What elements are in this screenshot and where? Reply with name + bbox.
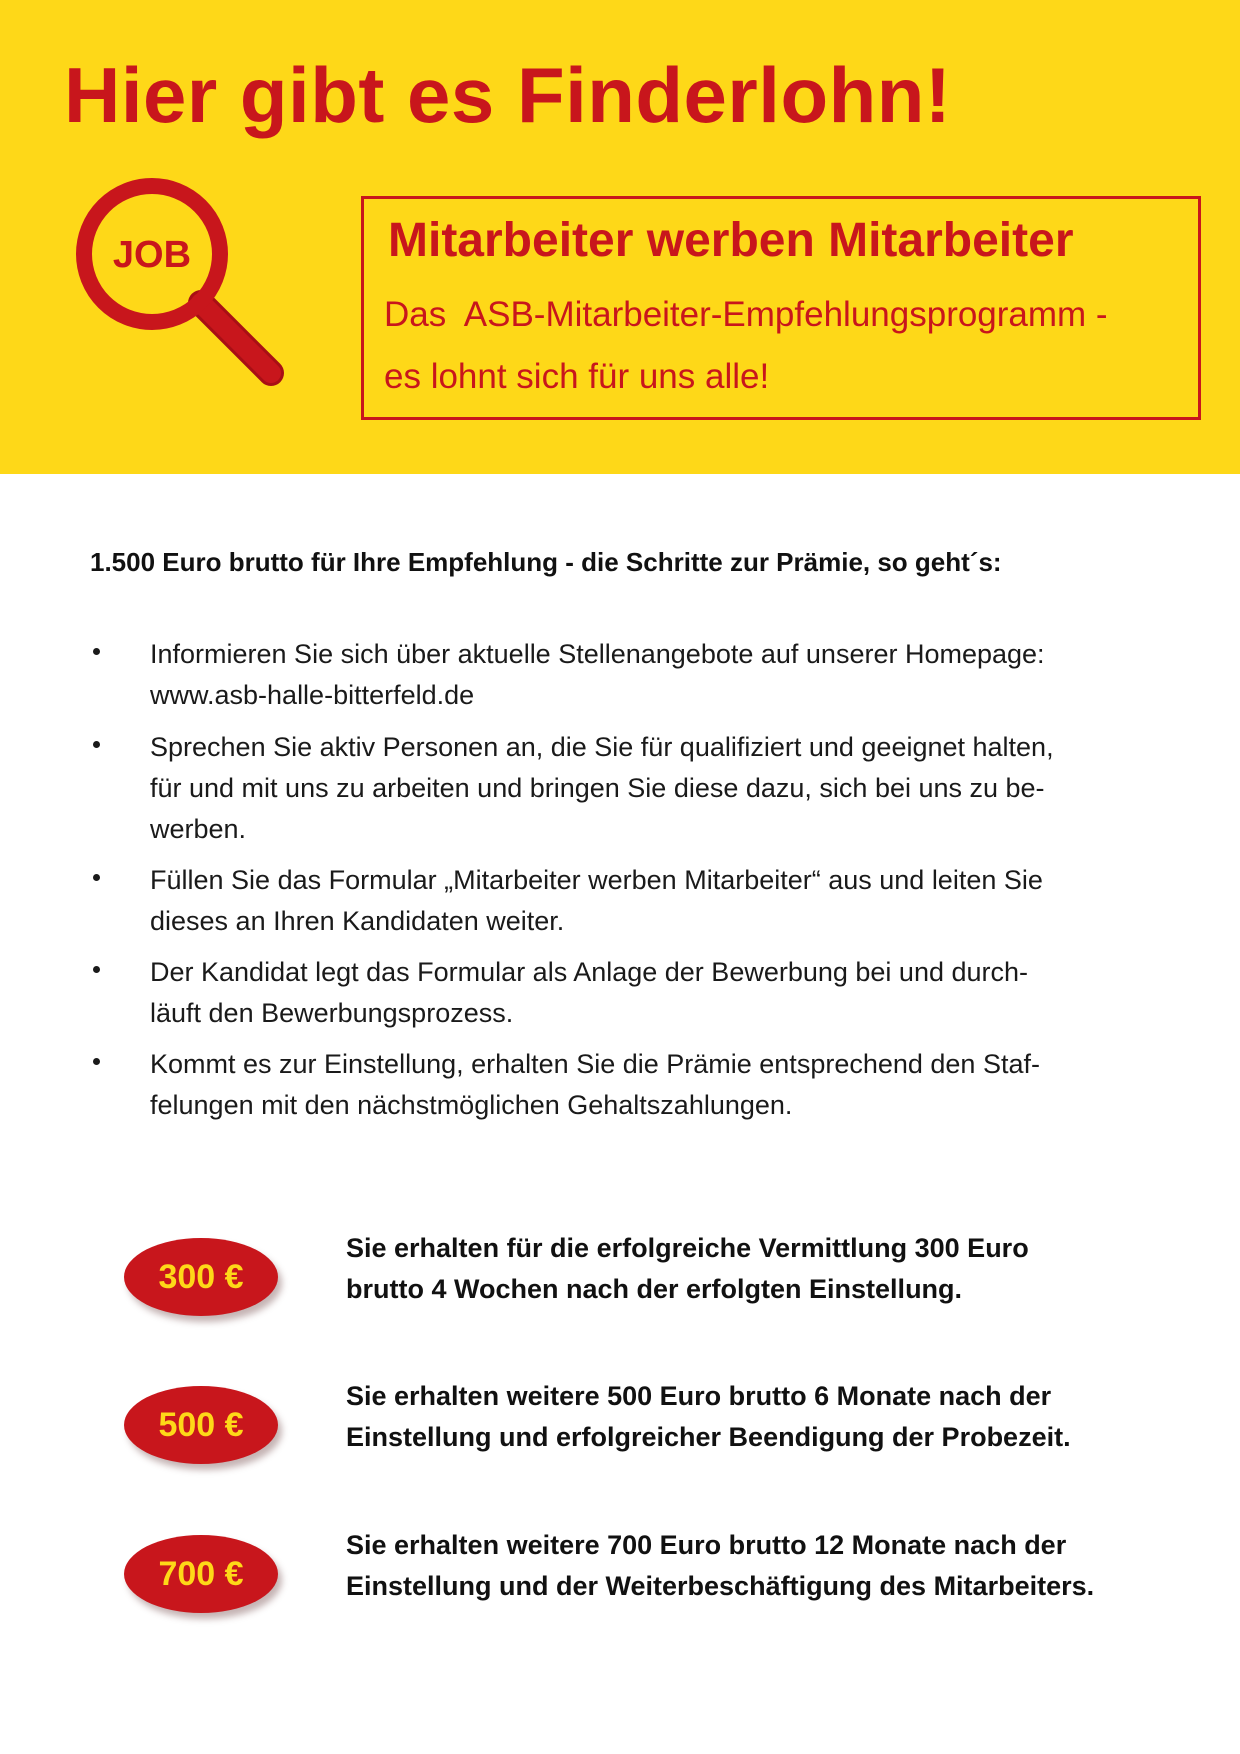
reward-text-line: Einstellung und der Weiterbeschäftigung des Mitarbeiters. <box>346 1571 1095 1601</box>
step-text-line: felungen mit den nächstmöglichen Gehaltszahlungen. <box>150 1090 793 1120</box>
bullet-icon <box>93 648 100 655</box>
list-item <box>90 1044 1150 1126</box>
step-text-line: Füllen Sie das Formular „Mitarbeiter werben Mitarbeiter“ aus und leiten Sie <box>150 865 1043 895</box>
reward-amount-badge: 700 € <box>124 1535 278 1613</box>
reward-text-line: Sie erhalten weitere 500 Euro brutto 6 Monate nach der <box>346 1381 1052 1411</box>
magnifier-icon <box>68 176 298 396</box>
magnifier-label: JOB <box>112 234 192 276</box>
step-link[interactable]: www.asb-halle-bitterfeld.de <box>150 680 475 710</box>
reward-amount-badge: 300 € <box>124 1238 278 1316</box>
reward-text-line: Einstellung und erfolgreicher Beendigung der Probezeit. <box>346 1422 1071 1452</box>
program-subtitle-line: Das ASB-Mitarbeiter-Empfehlungsprogramm - <box>384 295 1108 334</box>
bullet-icon <box>93 1058 100 1065</box>
reward-text-line: Sie erhalten für die erfolgreiche Vermittlung 300 Euro <box>346 1233 1029 1263</box>
list-item <box>90 952 1150 1034</box>
step-text-line: Sprechen Sie aktiv Personen an, die Sie für qualifiziert und geeignet halten, <box>150 732 1054 762</box>
reward-row <box>0 1525 1240 1625</box>
header-banner <box>0 0 1240 474</box>
reward-text-line: Sie erhalten weitere 700 Euro brutto 12 Monate nach der <box>346 1530 1067 1560</box>
step-text-line: läuft den Bewerbungsprozess. <box>150 998 514 1028</box>
reward-description <box>346 1228 1226 1310</box>
reward-description <box>346 1376 1226 1458</box>
program-subtitle-line: es lohnt sich für uns alle! <box>384 357 770 396</box>
reward-row <box>0 1228 1240 1328</box>
headline: Hier gibt es Finderlohn! <box>64 51 952 139</box>
list-item <box>90 727 1150 850</box>
reward-row <box>0 1376 1240 1476</box>
bullet-icon <box>93 741 100 748</box>
reward-amount-badge: 500 € <box>124 1386 278 1464</box>
step-text-line: Informieren Sie sich über aktuelle Stellenangebote auf unserer Homepage: <box>150 639 1045 669</box>
steps-list <box>90 634 1150 1126</box>
program-box <box>361 196 1201 420</box>
step-text-line: Kommt es zur Einstellung, erhalten Sie die Prämie entsprechend den Staf- <box>150 1049 1040 1079</box>
step-text-line: für und mit uns zu arbeiten und bringen Sie diese dazu, sich bei uns zu be- <box>150 773 1045 803</box>
bullet-icon <box>93 966 100 973</box>
list-item <box>90 860 1150 942</box>
step-text-line: dieses an Ihren Kandidaten weiter. <box>150 906 565 936</box>
step-text-line: Der Kandidat legt das Formular als Anlage der Bewerbung bei und durch- <box>150 957 1029 987</box>
step-text-line: werben. <box>150 814 247 844</box>
bullet-icon <box>93 874 100 881</box>
program-title: Mitarbeiter werben Mitarbeiter <box>388 214 1074 267</box>
reward-description <box>346 1525 1226 1607</box>
list-item <box>90 634 1150 716</box>
reward-text-line: brutto 4 Wochen nach der erfolgten Einstellung. <box>346 1274 963 1304</box>
steps-heading: 1.500 Euro brutto für Ihre Empfehlung - die Schritte zur Prämie, so geht´s: <box>90 547 1002 577</box>
